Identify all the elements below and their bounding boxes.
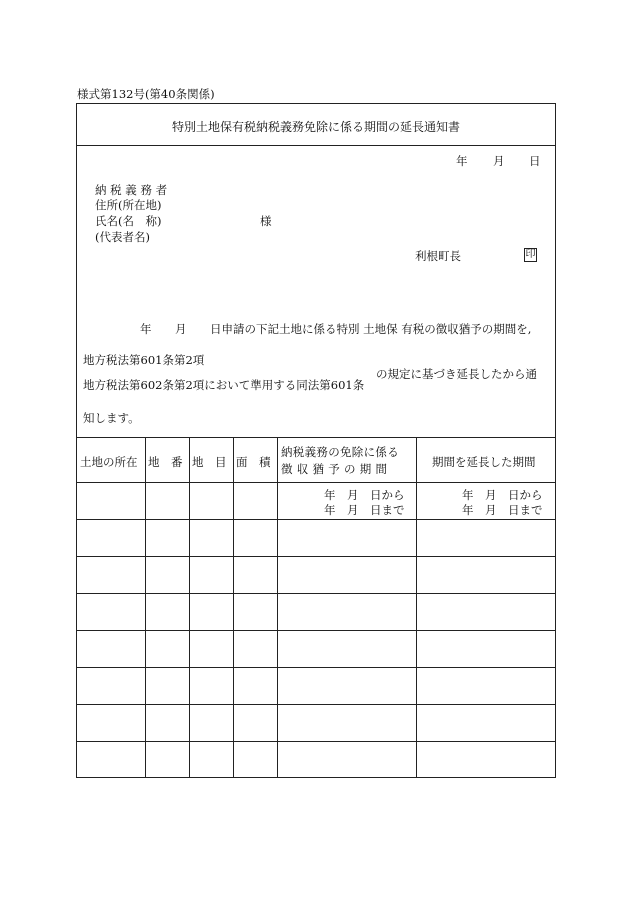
header-exemption-period-line1: 納税義務の免除に係る <box>281 445 399 459</box>
honorific-sama: 様 <box>260 214 272 228</box>
table-row-divider <box>76 630 556 631</box>
body-month: 月 <box>175 322 187 336</box>
closing-text: 知します。 <box>83 411 140 425</box>
taxpayer-heading: 納 税 義 務 者 <box>95 183 168 197</box>
taxpayer-representative-label: (代表者名) <box>95 230 150 244</box>
header-lot-number: 地 番 <box>148 455 183 469</box>
table-row-divider <box>76 593 556 594</box>
exemption-period-to: 年 月 日まで <box>324 503 405 517</box>
header-extended-period: 期間を延長した期間 <box>432 455 536 469</box>
extended-period-to: 年 月 日まで <box>462 503 543 517</box>
document-title: 特別土地保有税納税義務免除に係る期間の延長通知書 <box>171 120 460 134</box>
extended-period-from: 年 月 日から <box>462 488 543 502</box>
form-number-label: 様式第132号(第40条関係) <box>77 87 215 101</box>
date-year: 年 <box>456 154 468 168</box>
law-reference-2: 地方税法第602条第2項において準用する同法第601条 <box>83 378 365 392</box>
header-area: 面 積 <box>236 455 271 469</box>
table-column-divider <box>416 437 417 778</box>
taxpayer-address-label: 住所(所在地) <box>95 198 162 212</box>
body-line1: 日申請の下記土地に係る特別 土地保 有税の徴収猶予の期間を, <box>210 322 532 336</box>
law-reference-1: 地方税法第601条第2項 <box>83 353 205 367</box>
taxpayer-name-label: 氏名(名 称) <box>95 214 162 228</box>
date-month: 月 <box>493 154 505 168</box>
seal-mark: 印 <box>525 249 536 260</box>
date-day: 日 <box>529 154 541 168</box>
table-row-divider <box>76 704 556 705</box>
table-column-divider <box>233 437 234 778</box>
header-exemption-period-line2: 徴 収 猶 予 の 期 間 <box>281 462 388 476</box>
table-row-divider <box>76 556 556 557</box>
law-suffix: の規定に基づき延長したから通 <box>376 367 537 381</box>
header-location: 土地の所在 <box>80 455 138 469</box>
issuer-title: 利根町長 <box>415 249 461 263</box>
table-header-divider <box>76 482 556 483</box>
table-column-divider <box>277 437 278 778</box>
table-row-divider <box>76 741 556 742</box>
body-year: 年 <box>140 322 152 336</box>
table-column-divider <box>189 437 190 778</box>
exemption-period-from: 年 月 日から <box>324 488 405 502</box>
title-divider <box>76 145 556 146</box>
table-column-divider <box>145 437 146 778</box>
table-row-divider <box>76 667 556 668</box>
header-land-category: 地 目 <box>192 455 227 469</box>
table-top-border <box>76 437 556 438</box>
table-row-divider <box>76 519 556 520</box>
